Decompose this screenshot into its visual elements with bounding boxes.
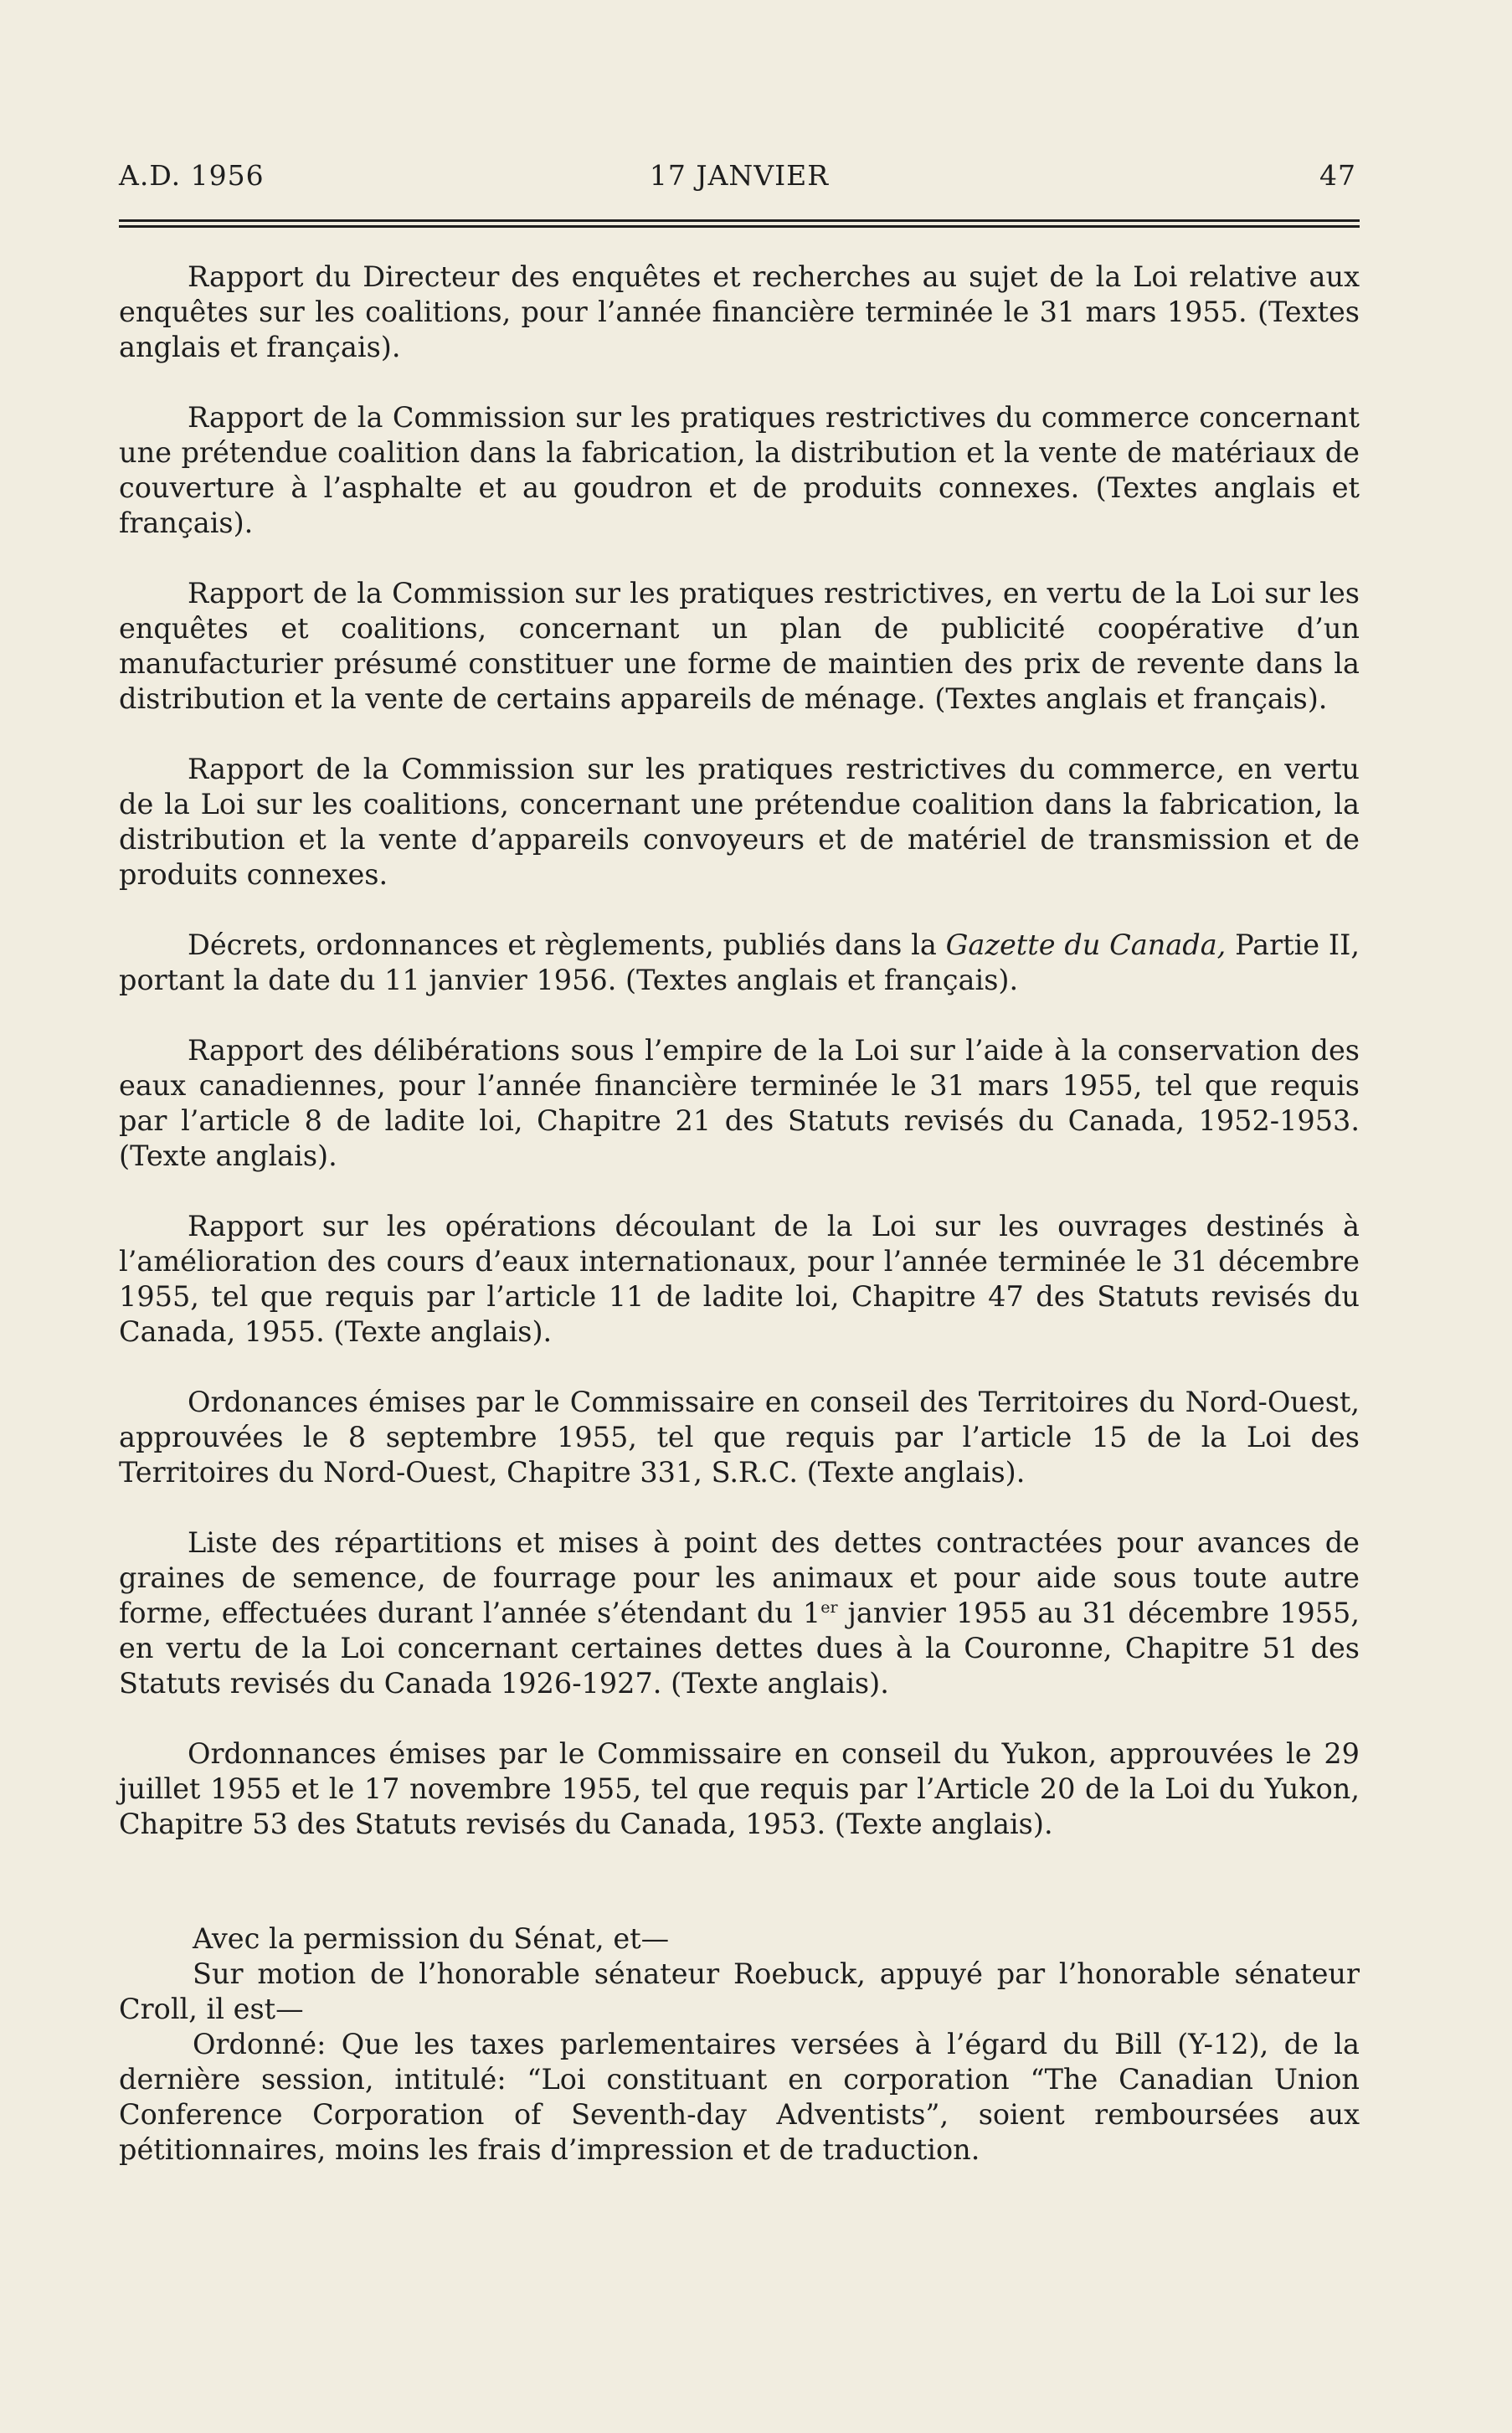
paragraph-yukon: Ordonnances émises par le Commissaire en conseil du Yukon, approuvées le 29 juillet 1955 et le 17 novembre 1955, tel que requis par l’Article 20 de la Loi du Yukon, Chapitre 53 des Statuts revisés du Canada, 1953. (Texte anglais). [119,1737,1360,1840]
page-number: 47 [1319,159,1356,192]
paragraph-rapport-directeur: Rapport du Directeur des enquêtes et recherches au sujet de la Loi relative aux enquêtes sur les coalitions, pour l’année financière terminée le 31 mars 1955. (Textes anglais et français). [119,260,1360,363]
running-head [119,159,1360,201]
paragraph-decrets [119,928,1360,998]
motion-ordonne: Ordonné: Que les taxes parlementaires versées à l’égard du Bill (Y-12), de la dernière session, intitulé: “Loi constituant en corporation “The Canadian Union Conference Corporation of Seventh-day Adventists”, soient remboursées aux pétitionnaires, moins les frais d’impression et de traduction. [119,2028,1360,2166]
liste-text-end: janvier 1955 au 31 décembre 1955, en vertu de la Loi concernant certaines dettes dues à la Couronne, Chapitre 51 des Statuts revisés du Canada 1926-1927. (Texte anglais). [119,1597,1360,1700]
ordinal-superscript: er [820,1597,838,1617]
motion-section [119,1921,1360,2168]
paragraph-rapport-convoyeurs: Rapport de la Commission sur les pratiques restrictives du commerce, en vertu de la Loi sur les coalitions, concernant une prétendue coalition dans la fabrication, la distribution et la vente d’appareils convoyeurs et de matériel de transmission et de produits connexes. [119,753,1360,891]
paragraph-nord-ouest: Ordonances émises par le Commissaire en conseil des Territoires du Nord-Ouest, approuvées le 8 septembre 1955, tel que requis par l’article 15 de la Loi des Territoires du Nord-Ouest, Chapitre 331, S.R.C. (Texte anglais). [119,1386,1360,1489]
paragraph-cours-eaux: Rapport sur les opérations découlant de la Loi sur les ouvrages destinés à l’amélioration des cours d’eaux internationaux, pour l’année terminée le 31 décembre 1955, tel que requis par l’article 11 de ladite loi, Chapitre 47 des Statuts revisés du Canada, 1955. (Texte anglais). [119,1210,1360,1348]
decrets-text-start: Décrets, ordonnances et règlements, publiés dans la [188,928,946,961]
document-body [119,260,1360,1877]
motion-roebuck: Sur motion de l’honorable sénateur Roebuck, appuyé par l’honorable sénateur Croll, il est— [119,1957,1360,2025]
paragraph-liste-repartitions [119,1525,1360,1701]
paragraph-conservation-eaux: Rapport des délibérations sous l’empire de la Loi sur l’aide à la conservation des eaux canadiennes, pour l’année financière terminée le 31 mars 1955, tel que requis par l’article 8 de ladite loi, Chapitre 21 des Statuts revisés du Canada, 1952-1953. (Texte anglais). [119,1034,1360,1172]
gazette-title: Gazette du Canada, [945,928,1227,961]
header-date: 17 JANVIER [649,159,830,192]
liste-text-start: Liste des répartitions et mises à point des dettes contractées pour avances de graines de semence, de fourrage pour les animaux et pour aide sous toute autre forme, effectuées durant l’année s’étendant du 1 [119,1526,1360,1629]
paragraph-rapport-appareils-menage: Rapport de la Commission sur les pratiques restrictives, en vertu de la Loi sur les enquêtes et coalitions, concernant un plan de publicité coopérative d’un manufacturier présumé constituer une forme de maintien des prix de revente dans la distribution et la vente de certains appareils de ménage. (Textes anglais et français). [119,577,1360,715]
header-year: A.D. 1956 [119,159,265,192]
motion-permission: Avec la permission du Sénat, et— [193,1922,670,1955]
decrets-text-end: Partie II, portant la date du 11 janvier 1956. (Textes anglais et français). [119,928,1360,996]
header-double-rule [119,219,1360,228]
paragraph-rapport-asphalte: Rapport de la Commission sur les pratiques restrictives du commerce concernant une prétendue coalition dans la fabrication, la distribution et la vente de matériaux de couverture à l’asphalte et au goudron et de produits connexes. (Textes anglais et français). [119,401,1360,539]
